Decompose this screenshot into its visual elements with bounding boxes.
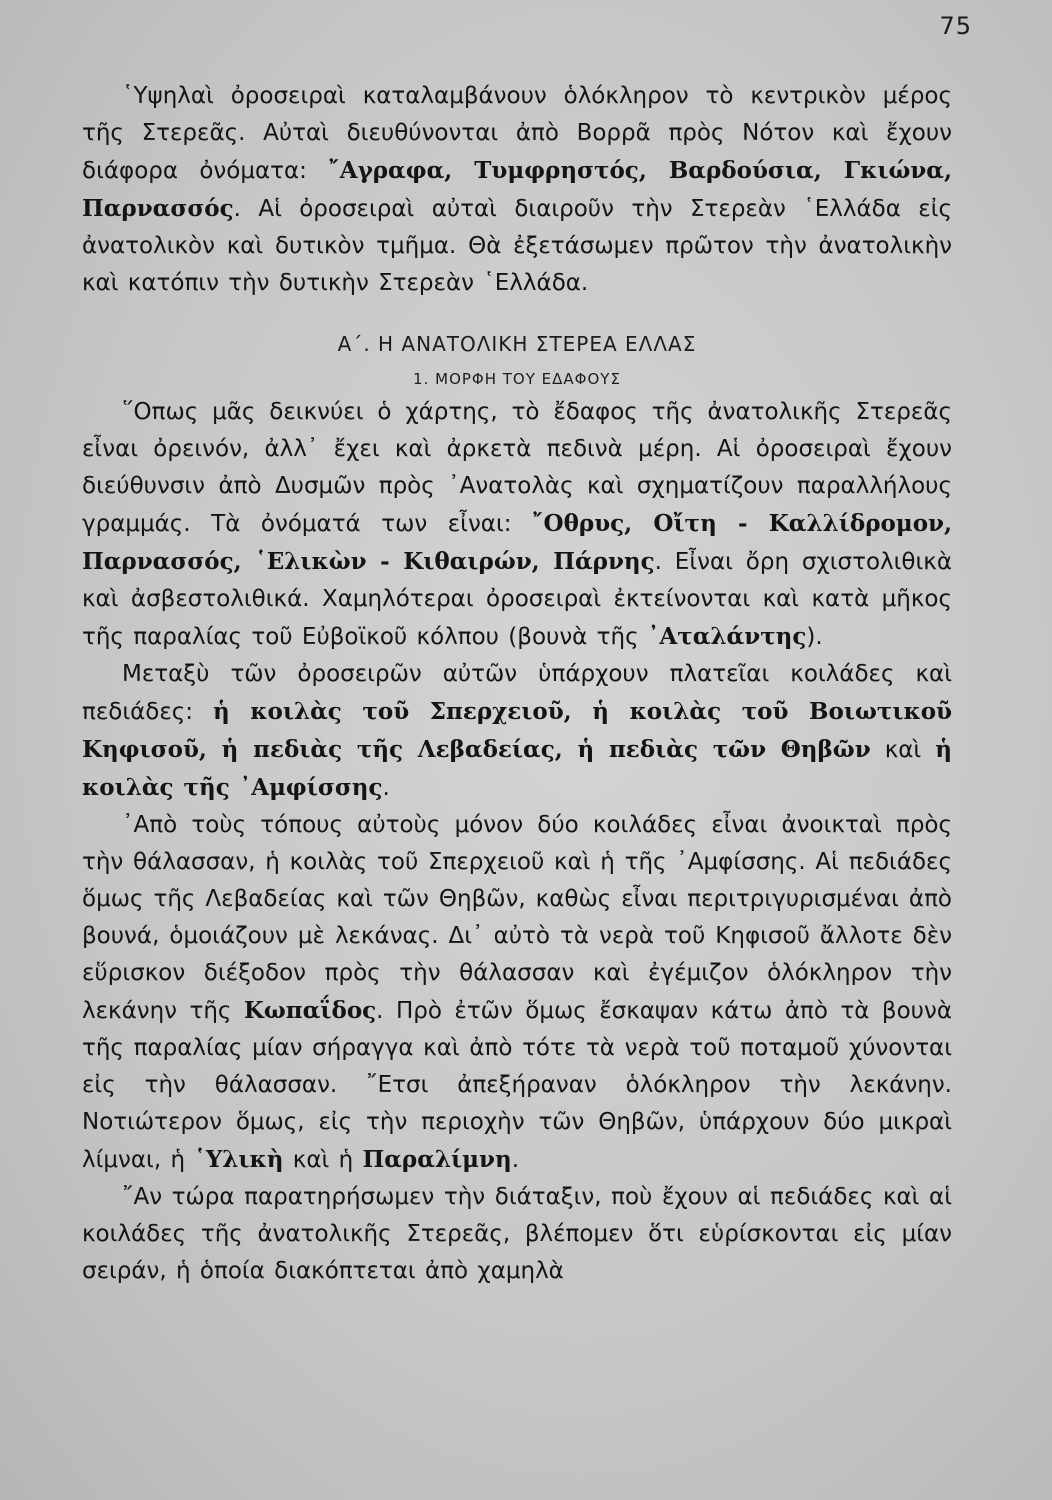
intro-text-2: . Αἱ ὀροσειραὶ αὐταὶ διαιροῦν τὴν Στερεὰν ῾Ελλάδα εἰς ἀνατολικὸν καὶ δυτικὸν τμῆμα. Θὰ ἐξετάσωμεν πρῶτον τὴν ἀνατολικὴν καὶ κατόπιν τὴν δυτικὴν Στερεὰν ῾Ελλάδα. (82, 196, 952, 296)
valleys-text-2: καὶ (870, 737, 936, 763)
valleys-amfissa: ἡ κοιλὰς τῆς ᾿Αμφίσσης (82, 736, 952, 801)
section-subtitle: 1. ΜΟΡΦΗ ΤΟΥ ΕΔΑΦΟΥΣ (413, 370, 621, 388)
basins-text-3: καὶ ἡ (283, 1147, 363, 1173)
basins-yliki: ῾Υλικὴ (194, 1146, 284, 1173)
valleys-text-3: . (382, 775, 390, 801)
basins-kopais: Κωπαΐδος (243, 997, 377, 1024)
intro-paragraph (82, 78, 952, 302)
basins-paragraph (82, 807, 952, 1179)
page-body (82, 78, 952, 1290)
relief-text-2: . Εἶναι ὄρη σχιστολιθικὰ καὶ ἀσβεστολιθικά. Χαμηλότεραι ὀροσειραὶ ἐκτείνονται καὶ κατὰ μῆκος τῆς παραλίας τοῦ Εὐβοϊκοῦ κόλπου (βουνὰ τῆς (82, 549, 952, 650)
basins-text-1: ᾿Απὸ τοὺς τόπους αὐτοὺς μόνον δύο κοιλάδες εἶναι ἀνοικταὶ πρὸς τὴν θάλασσαν, ἡ κοιλὰς τοῦ Σπερχειοῦ καὶ ἡ τῆς ᾿Αμφίσσης. Αἱ πεδιάδες ὅμως τῆς Λεβαδείας καὶ τῶν Θηβῶν, καθὼς εἶναι περιτριγυρισμέναι ἀπὸ βουνά, ὁμοιάζουν μὲ λεκάνας. Δι᾽ αὐτὸ τὰ νερὰ τοῦ Κηφισοῦ ἄλλοτε δὲν εὕρισκον διέξοδον πρὸς τὴν θάλασσαν καὶ ἐγέμιζον ὁλόκληρον τὴν λεκάνην τῆς (82, 812, 952, 1024)
relief-paragraph (82, 394, 952, 656)
relief-text-3: ). (806, 624, 823, 650)
section-title: Α΄. Η ΑΝΑΤΟΛΙΚΗ ΣΤΕΡΕΑ ΕΛΛΑΣ (337, 332, 697, 356)
relief-mountain-names: ῎Οθρυς, Οἴτη - Καλλίδρομον, Παρνασσός, ῾Ελικὼν - Κιθαιρών, Πάρνης (82, 510, 953, 575)
basins-paralimni: Παραλίμνη (362, 1146, 512, 1173)
relief-text-1: ῞Οπως μᾶς δεικνύει ὁ χάρτης, τὸ ἔδαφος τῆς ἀνατολικῆς Στερεᾶς εἶναι ὀρεινόν, ἀλλ᾽ ἔχει καὶ ἀρκετὰ πεδινὰ μέρη. Αἱ ὀροσειραὶ ἔχουν διεύθυνσιν ἀπὸ Δυσμῶν πρὸς ᾿Ανατολὰς καὶ σχηματίζουν παραλλήλους γραμμάς. Τὰ ὀνόματά των εἶναι: (82, 399, 952, 537)
valleys-text-1: Μεταξὺ τῶν ὀροσειρῶν αὐτῶν ὑπάρχουν πλατεῖαι κοιλάδες καὶ πεδιάδες: (82, 661, 952, 725)
basins-text-4: . (511, 1147, 519, 1173)
valleys-names: ἡ κοιλὰς τοῦ Σπερχειοῦ, ἡ κοιλὰς τοῦ Βοιωτικοῦ Κηφισοῦ, ἡ πεδιὰς τῆς Λεβαδείας, ἡ πεδιὰς τῶν Θηβῶν (82, 698, 953, 763)
arrangement-paragraph: ῎Αν τώρα παρατηρήσωμεν τὴν διάταξιν, ποὺ ἔχουν αἱ πεδιάδες καὶ αἱ κοιλάδες τῆς ἀνατολικῆς Στερεᾶς, βλέπομεν ὅτι εὑρίσκονται εἰς μίαν σειράν, ἡ ὁποία διακόπτεται ἀπὸ χαμηλὰ (82, 1184, 952, 1284)
intro-text-1: ῾Υψηλαὶ ὀροσειραὶ καταλαμβάνουν ὁλόκληρον τὸ κεντρικὸν μέρος τῆς Στερεᾶς. Αὐταὶ διευθύνονται ἀπὸ Βορρᾶ πρὸς Νότον καὶ ἔχουν διάφορα ὀνόματα: (82, 83, 952, 184)
basins-text-2: . Πρὸ ἐτῶν ὅμως ἔσκαψαν κάτω ἀπὸ τὰ βουνὰ τῆς παραλίας μίαν σήραγγα καὶ ἀπὸ τότε τὰ νερὰ τοῦ ποταμοῦ χύνονται εἰς τὴν θάλασσαν. ῎Ετσι ἀπεξήραναν ὁλόκληρον τὴν λεκάνην. Νοτιώτερον ὅμως, εἰς τὴν περιοχὴν τῶν Θηβῶν, ὑπάρχουν δύο μικραὶ λίμναι, ἡ (82, 998, 952, 1173)
valleys-paragraph (82, 656, 952, 807)
page-number: 75 (939, 12, 972, 40)
intro-mountain-names: ῎Αγραφα, Τυμφρηστός, Βαρδούσια, Γκιώνα, Παρνασσός (82, 157, 953, 222)
relief-atalanti: ᾿Αταλάντης (647, 623, 807, 650)
